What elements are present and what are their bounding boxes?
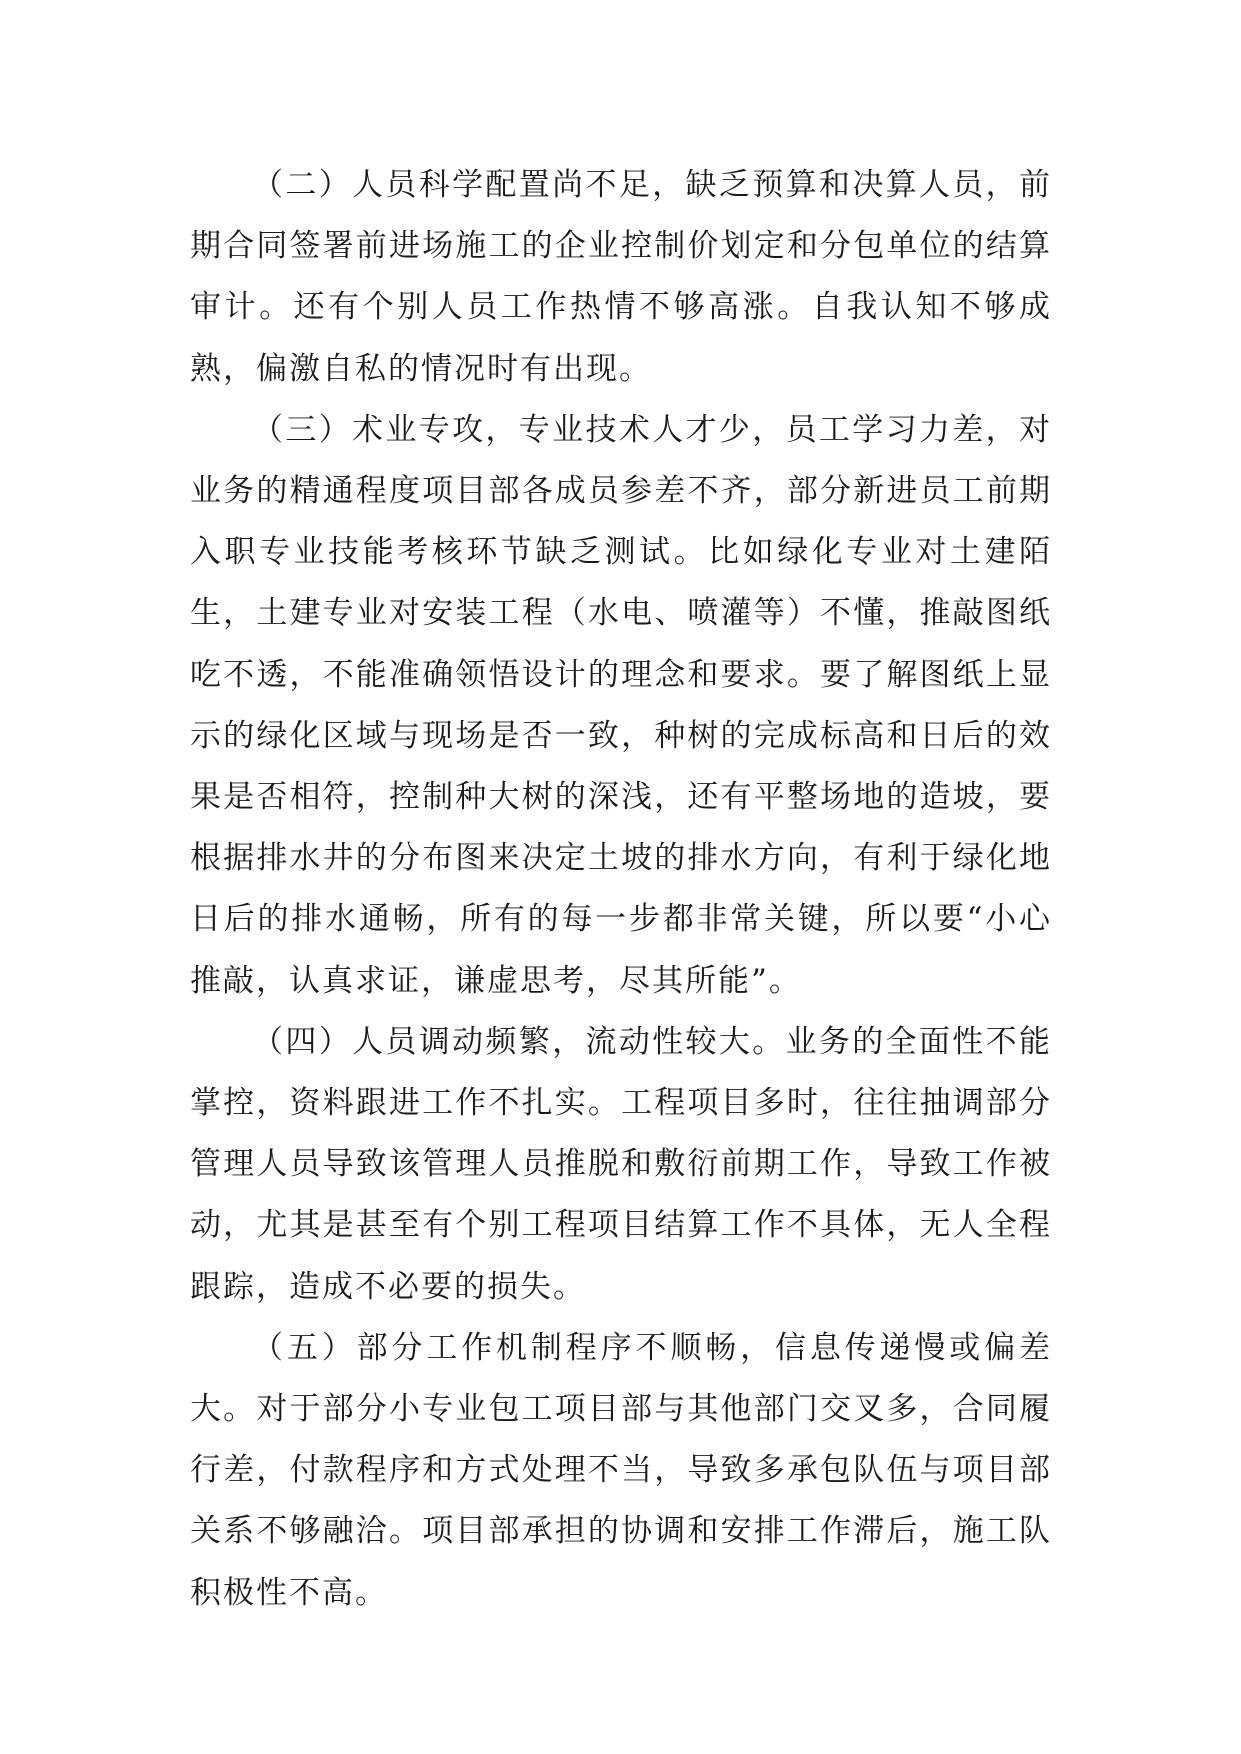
paragraph-5: （五）部分工作机制程序不顺畅，信息传递慢或偏差大。对于部分小专业包工项目部与其他部门交叉多，合同履行差，付款程序和方式处理不当，导致多承包队伍与项目部关系不够融洽。项目部承担的协调和安排工作滞后，施工队积极性不高。 (190, 1329, 1052, 1611)
document-body (190, 155, 1052, 1624)
paragraph-3: （三）术业专攻，专业技术人才少，员工学习力差，对业务的精通程度项目部各成员参差不齐，部分新进员工前期入职专业技能考核环节缺乏测试。比如绿化专业对土建陌生，土建专业对安装工程（水电、喷灌等）不懂，推敲图纸吃不透，不能准确领悟设计的理念和要求。要了解图纸上显示的绿化区域与现场是否一致，种树的完成标高和日后的效果是否相符，控制种大树的深浅，还有平整场地的造坡，要根据排水井的分布图来决定土坡的排水方向，有利于绿化地日后的排水通畅，所有的每一步都非常关键，所以要“小心推敲，认真求证，谦虚思考，尽其所能”。 (190, 411, 1052, 999)
paragraph-4: （四）人员调动频繁，流动性较大。业务的全面性不能掌控，资料跟进工作不扎实。工程项目多时，往往抽调部分管理人员导致该管理人员推脱和敷衍前期工作，导致工作被动，尤其是甚至有个别工程项目结算工作不具体，无人全程跟踪，造成不必要的损失。 (190, 1023, 1052, 1305)
paragraph-2: （二）人员科学配置尚不足，缺乏预算和决算人员，前期合同签署前进场施工的企业控制价划定和分包单位的结算审计。还有个别人员工作热情不够高涨。自我认知不够成熟，偏激自私的情况时有出现。 (190, 167, 1052, 387)
